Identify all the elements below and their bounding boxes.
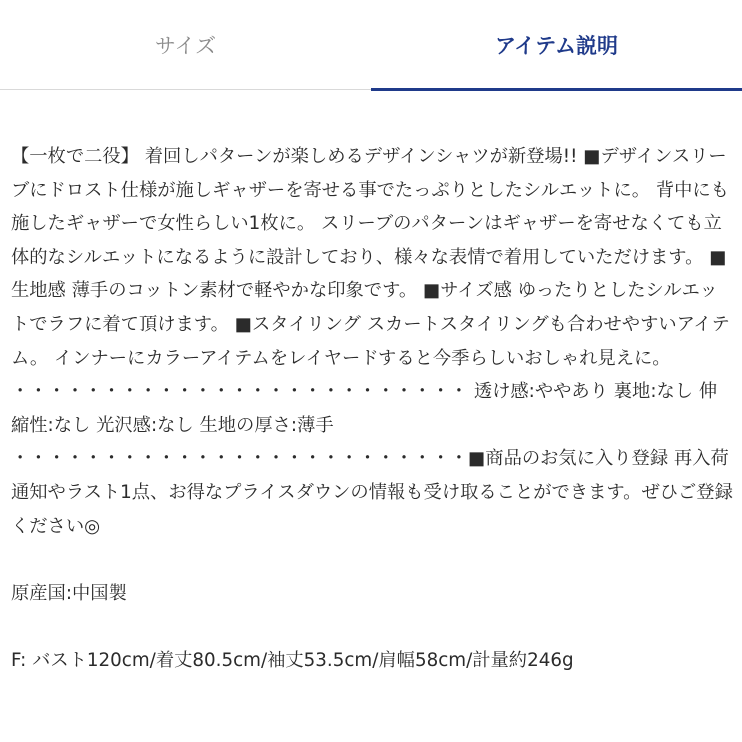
- description-main-text: 【一枚で二役】 着回しパターンが楽しめるデザインシャツが新登場!! ■デザインスリーブにドロスト仕様が施しギャザーを寄せる事でたっぷりとしたシルエットに。 背中にも施したギャザーで女性らしい1枚に。 スリーブのパターンはギャザーを寄せなくても立体的なシルエットになるように設計しており、様々な表情で着用していただけます。 ■生地感 薄手のコットン素材で軽やかな印象です。 ■サイズ感 ゆったりとしたシルエットでラフに着て頂けます。 ■スタイリング スカートスタイリングも合わせやすいアイテム。 インナーにカラーアイテムをレイヤードすると今季らしいおしゃれ見えに。: [11, 146, 730, 369]
- item-description-panel: [11, 140, 733, 678]
- tab-item-description-label: アイテム説明: [494, 34, 619, 58]
- measurement-text: F: バスト120cm/着丈80.5cm/袖丈53.5cm/肩幅58cm/計量約246g: [11, 649, 574, 671]
- description-spec-text: ・・・・・・・・・・・・・・・・・・・・・・・・・ 透け感:ややあり 裏地:なし 伸縮性:なし 光沢感:なし 生地の厚さ:薄手: [11, 381, 718, 436]
- active-tab-indicator: [371, 88, 742, 91]
- origin-text: 原産国:中国製: [11, 582, 127, 604]
- tab-size[interactable]: [0, 0, 371, 90]
- description-notice-text: ・・・・・・・・・・・・・・・・・・・・・・・・・■商品のお気に入り登録 再入荷通知やラスト1点、お得なプライスダウンの情報も受け取ることができます。ぜひご登録ください◎: [11, 448, 733, 537]
- tab-bar: [0, 0, 742, 90]
- tab-size-label: サイズ: [154, 34, 217, 58]
- tab-item-description[interactable]: [371, 0, 742, 90]
- spacer: [11, 610, 733, 644]
- spacer: [11, 543, 733, 577]
